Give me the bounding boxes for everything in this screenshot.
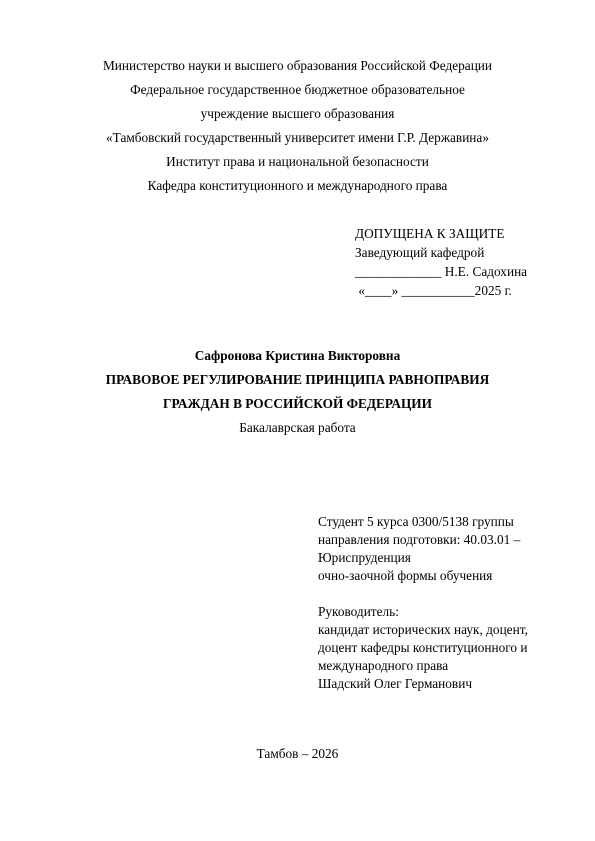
city-year: Тамбов – 2026 [256, 746, 339, 761]
work-type: Бакалаврская работа [239, 420, 356, 435]
supervisor-degree: кандидат исторических наук, доцент, [318, 622, 528, 637]
department-name: Кафедра конституционного и международного права [147, 178, 448, 193]
university-name: «Тамбовский государственный университет имени Г.Р. Державина» [106, 130, 489, 145]
thesis-title-line2: ГРАЖДАН В РОССИЙСКОЙ ФЕДЕРАЦИИ [163, 396, 432, 411]
approval-title: ДОПУЩЕНА К ЗАЩИТЕ [355, 226, 505, 241]
thesis-title-line1: ПРАВОВОЕ РЕГУЛИРОВАНИЕ ПРИНЦИПА РАВНОПРАВИЯ [105, 372, 490, 387]
author-name: Сафронова Кристина Викторовна [194, 348, 401, 363]
approval-signature-line: _____________ Н.Е. Садохина [355, 264, 528, 279]
supervisor-name: Шадский Олег Германович [318, 676, 473, 691]
ministry-name: Министерство науки и высшего образования Российской Федерации [102, 58, 493, 73]
approval-position: Заведующий кафедрой [355, 245, 485, 260]
student-line1: Студент 5 курса 0300/5138 группы [318, 514, 514, 529]
institute-name: Институт права и национальной безопасности [166, 154, 429, 169]
institution-type-line1: Федеральное государственное бюджетное образовательное [130, 82, 465, 97]
student-line4: очно-заочной формы обучения [318, 568, 493, 583]
supervisor-position-line1: доцент кафедры конституционного и [318, 640, 528, 655]
student-line2: направления подготовки: 40.03.01 – [318, 532, 521, 547]
supervisor-label: Руководитель: [318, 604, 399, 619]
student-line3: Юриспруденция [318, 550, 411, 565]
approval-date-line: «____» ___________2025 г. [355, 283, 512, 298]
institution-type-line2: учреждение высшего образования [200, 106, 395, 121]
supervisor-position-line2: международного права [318, 658, 449, 673]
